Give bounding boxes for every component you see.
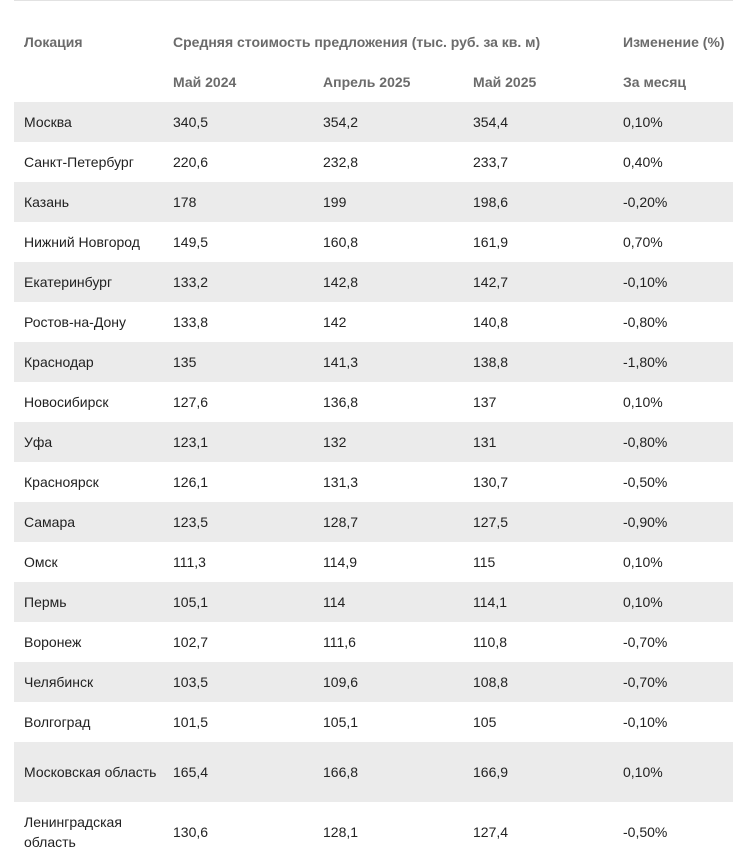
cell-apr2025: 160,8: [313, 222, 463, 262]
cell-may2025: 108,8: [463, 662, 613, 702]
cell-change: 0,10%: [613, 542, 733, 582]
cell-may2025: 105: [463, 702, 613, 742]
cell-apr2025: 131,3: [313, 462, 463, 502]
cell-may2024: 102,7: [163, 622, 313, 662]
cell-apr2025: 166,8: [313, 742, 463, 802]
cell-apr2025: 114: [313, 582, 463, 622]
table-body: [14, 102, 733, 862]
cell-may2024: 111,3: [163, 542, 313, 582]
cell-change: -0,20%: [613, 182, 733, 222]
cell-change: -0,10%: [613, 262, 733, 302]
cell-city: Москва: [14, 102, 163, 142]
cell-may2025: 161,9: [463, 222, 613, 262]
cell-apr2025: 354,2: [313, 102, 463, 142]
cell-city: Самара: [14, 502, 163, 542]
cell-change: -0,70%: [613, 662, 733, 702]
cell-apr2025: 142,8: [313, 262, 463, 302]
table-row: [14, 802, 733, 862]
cell-change: -0,10%: [613, 702, 733, 742]
cell-change: -0,80%: [613, 302, 733, 342]
cell-may2025: 142,7: [463, 262, 613, 302]
header-location: Локация: [24, 34, 83, 50]
cell-city: Казань: [14, 182, 163, 222]
header-change: Изменение (%): [623, 34, 725, 50]
cell-may2025: 140,8: [463, 302, 613, 342]
cell-may2025: 131: [463, 422, 613, 462]
cell-apr2025: 105,1: [313, 702, 463, 742]
cell-may2024: 165,4: [163, 742, 313, 802]
cell-may2025: 115: [463, 542, 613, 582]
cell-may2024: 149,5: [163, 222, 313, 262]
cell-may2024: 340,5: [163, 102, 313, 142]
cell-may2025: 114,1: [463, 582, 613, 622]
header-may2024: Май 2024: [173, 74, 237, 90]
table-row: [14, 302, 733, 342]
header-row-main: [14, 22, 733, 62]
cell-city: Омск: [14, 542, 163, 582]
cell-city: Санкт-Петербург: [14, 142, 163, 182]
cell-city: Ростов-на-Дону: [14, 302, 163, 342]
table-row: [14, 662, 733, 702]
header-empty: [14, 62, 163, 102]
cell-city: Ленинградская область: [14, 802, 163, 862]
cell-city: Красноярск: [14, 462, 163, 502]
table-row: [14, 342, 733, 382]
cell-city: Новосибирск: [14, 382, 163, 422]
table-row: [14, 582, 733, 622]
cell-may2025: 127,4: [463, 802, 613, 862]
cell-change: 0,10%: [613, 102, 733, 142]
cell-apr2025: 128,1: [313, 802, 463, 862]
table-row: [14, 742, 733, 802]
cell-change: 0,70%: [613, 222, 733, 262]
cell-city: Нижний Новгород: [14, 222, 163, 262]
table-row: [14, 502, 733, 542]
cell-may2024: 178: [163, 182, 313, 222]
cell-apr2025: 109,6: [313, 662, 463, 702]
cell-change: -0,70%: [613, 622, 733, 662]
cell-change: 0,10%: [613, 382, 733, 422]
cell-apr2025: 141,3: [313, 342, 463, 382]
cell-apr2025: 199: [313, 182, 463, 222]
table-row: [14, 142, 733, 182]
top-divider: [14, 0, 733, 1]
cell-apr2025: 136,8: [313, 382, 463, 422]
cell-change: 0,10%: [613, 742, 733, 802]
cell-may2025: 137: [463, 382, 613, 422]
cell-city: Воронеж: [14, 622, 163, 662]
header-apr2025: Апрель 2025: [323, 74, 411, 90]
header-avg-price: Средняя стоимость предложения (тыс. руб. за кв. м): [173, 34, 541, 50]
cell-may2024: 126,1: [163, 462, 313, 502]
header-row-sub: [14, 62, 733, 102]
cell-may2024: 123,1: [163, 422, 313, 462]
cell-city: Пермь: [14, 582, 163, 622]
cell-city: Челябинск: [14, 662, 163, 702]
table-row: [14, 462, 733, 502]
cell-may2024: 220,6: [163, 142, 313, 182]
cell-may2024: 101,5: [163, 702, 313, 742]
table-row: [14, 102, 733, 142]
header-month: За месяц: [623, 74, 686, 90]
table-row: [14, 222, 733, 262]
cell-may2024: 130,6: [163, 802, 313, 862]
cell-may2024: 133,8: [163, 302, 313, 342]
cell-apr2025: 114,9: [313, 542, 463, 582]
cell-city: Московская область: [14, 742, 163, 802]
cell-may2024: 133,2: [163, 262, 313, 302]
cell-may2025: 130,7: [463, 462, 613, 502]
cell-change: 0,40%: [613, 142, 733, 182]
cell-city: Волгоград: [14, 702, 163, 742]
table-row: [14, 182, 733, 222]
cell-change: -1,80%: [613, 342, 733, 382]
table-row: [14, 542, 733, 582]
cell-change: -0,50%: [613, 462, 733, 502]
cell-apr2025: 128,7: [313, 502, 463, 542]
cell-city: Краснодар: [14, 342, 163, 382]
cell-apr2025: 142: [313, 302, 463, 342]
cell-may2025: 166,9: [463, 742, 613, 802]
cell-may2024: 127,6: [163, 382, 313, 422]
cell-may2024: 103,5: [163, 662, 313, 702]
cell-city: Екатеринбург: [14, 262, 163, 302]
cell-apr2025: 132: [313, 422, 463, 462]
table-row: [14, 422, 733, 462]
cell-change: -0,50%: [613, 802, 733, 862]
cell-may2024: 123,5: [163, 502, 313, 542]
table-row: [14, 622, 733, 662]
cell-change: -0,90%: [613, 502, 733, 542]
price-table: [14, 22, 733, 862]
table-header: [14, 22, 733, 102]
table-row: [14, 262, 733, 302]
cell-may2025: 127,5: [463, 502, 613, 542]
cell-may2025: 354,4: [463, 102, 613, 142]
cell-city: Уфа: [14, 422, 163, 462]
cell-change: 0,10%: [613, 582, 733, 622]
cell-may2025: 233,7: [463, 142, 613, 182]
header-may2025: Май 2025: [473, 74, 537, 90]
cell-apr2025: 232,8: [313, 142, 463, 182]
table-row: [14, 702, 733, 742]
cell-may2024: 135: [163, 342, 313, 382]
cell-may2024: 105,1: [163, 582, 313, 622]
cell-may2025: 138,8: [463, 342, 613, 382]
table-row: [14, 382, 733, 422]
cell-may2025: 110,8: [463, 622, 613, 662]
cell-may2025: 198,6: [463, 182, 613, 222]
cell-apr2025: 111,6: [313, 622, 463, 662]
cell-change: -0,80%: [613, 422, 733, 462]
